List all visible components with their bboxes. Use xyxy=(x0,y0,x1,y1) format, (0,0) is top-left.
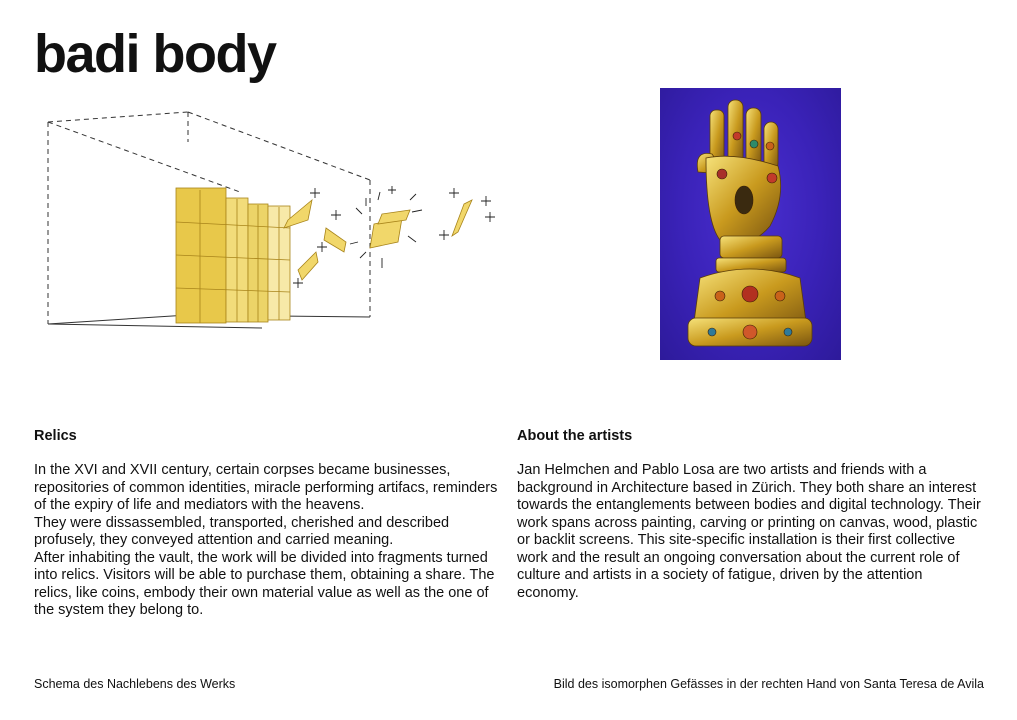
diagram-caption: Schema des Nachlebens des Werks xyxy=(34,677,236,691)
reliquary-hand-icon xyxy=(660,88,841,360)
artists-heading: About the artists xyxy=(517,428,633,444)
relics-paragraph: They were dissassembled, transported, cherished and described profusely, they conveyed attention and carried meaning. xyxy=(34,514,450,548)
artists-section xyxy=(517,428,987,602)
reliquary-photo xyxy=(660,88,841,360)
artists-paragraph: Jan Helmchen and Pablo Losa are two artists and friends with a background in Architecture based in Zürich. They both share an interest towards the entanglements between bodies and digital technology. Their work spans across painting, carving or printing on canvas, wood, plastic or backlit screens. This site-specific installation is their first collective work and the result an ongoing conversation about the current role of culture and artists in a society of fatigue, driven by the attention economy. xyxy=(517,462,981,601)
afterlife-diagram xyxy=(40,102,500,340)
isometric-diagram-icon xyxy=(40,102,500,340)
photo-caption: Bild des isomorphen Gefässes in der rechten Hand von Santa Teresa de Avila xyxy=(553,677,984,691)
relics-section xyxy=(34,428,504,620)
relics-paragraph: After inhabiting the vault, the work will be divided into fragments turned into relics. Visitors will be able to purchase them, obtaining a share. The relics, like coins, embody their own material value as well as the one of the system they belong to. xyxy=(34,549,495,618)
relics-paragraph: In the XVI and XVII century, certain corpses became businesses, repositories of common identities, miracle performing artifacs, reminders of the expiry of life and mediators with the heavens. xyxy=(34,462,498,513)
relics-heading: Relics xyxy=(34,428,77,444)
page-title: badi body xyxy=(34,24,276,84)
